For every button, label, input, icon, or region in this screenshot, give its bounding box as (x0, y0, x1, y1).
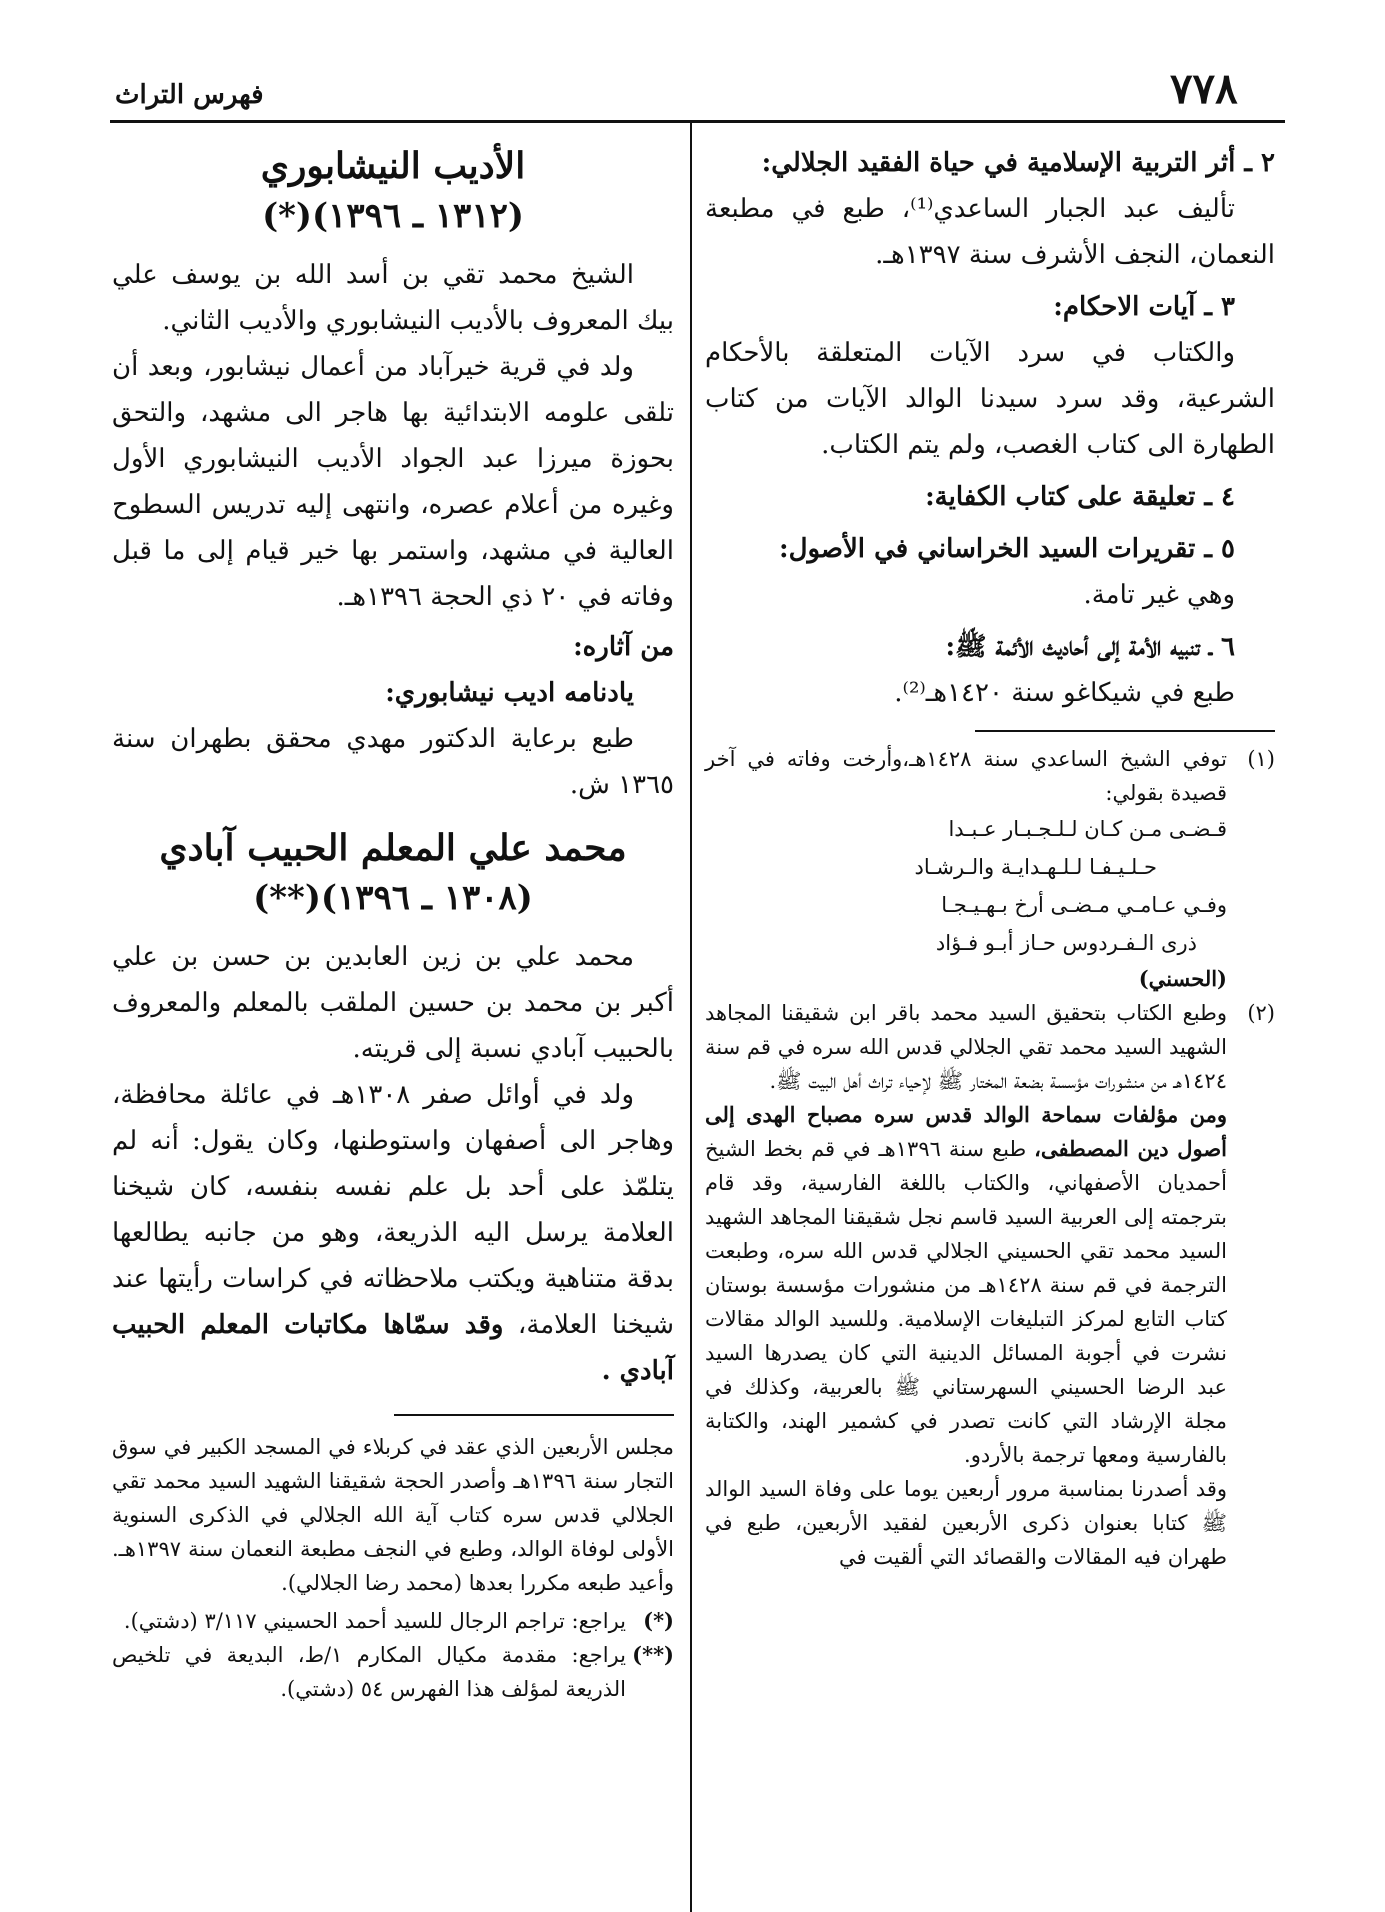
item4-title: ٤ ـ تعليقة على كتاب الكفاية: (925, 482, 1235, 512)
footnote-2-body: طبع سنة ١٣٩٦هـ في قم بخط الشيخ أحمديان الأصفهاني، والكتاب باللغة الفارسية، وقد قام بترجمته إلى العربية السيد قاسم نجل شقيقنا المجاهد الشهيد السيد محمد تقي الحسيني الجلالي قدس الله سره، وطبعت الترجمة في قم سنة ١٤٢٨هـ من منشورات مؤسسة بوستان كتاب التابع لمركز التبليغات الإسلامية. وللسيد الوالد مقالات نشرت في أجوبة المسائل الدينية التي كان يصدرها السيد عبد الرضا الحسيني السهرستاني ﷺ بالعربية، وكذلك في مجلة الإرشاد التي كانت تصدر في كشمير الهند، والكتابة بالفارسية ومعها ترجمة بالأردو. (705, 1137, 1227, 1467)
right-column (705, 140, 1275, 1574)
poem-line: وفـي عـامـي مـضـى أرخ بـهـيـجـا (941, 893, 1227, 917)
footnote-rule (975, 730, 1275, 732)
poem-signature: (الحسني) (1138, 966, 1227, 991)
header-rule (110, 120, 1285, 123)
footnote-2-text: وطبع الكتاب بتحقيق السيد محمد باقر ابن شقيقنا المجاهد الشهيد السيد محمد تقي الجلالي قدس الله سره في قم سنة ١٤٢٤هـ من منشورات مؤسسة بضعة المختار ﷺ لإحياء تراث أهل البيت ﷺ. (705, 1001, 1227, 1093)
entry2-paragraph (112, 1072, 674, 1394)
entry1-work-title: يادنامه اديب نيشابوري: (385, 678, 634, 708)
running-title: فهرس التراث (115, 80, 264, 110)
entry1-title: الأديب النيشابوري (260, 145, 526, 187)
entry1-paragraph: ولد في قرية خيرآباد من أعمال نيشابور، وبعد أن تلقى علومه الابتدائية بها هاجر الى مشهد، والتحق بحوزة ميرزا عبد الجواد الأديب النيشابوري الأول وغيره من أعلام عصره، وانتهى إليه تدريس السطوح العالية في مشهد، واستمر بها خير قيام إلى ما قبل وفاته في ٢٠ ذي الحجة ١٣٩٦هـ. (112, 352, 674, 612)
footnote-2-text-continued (705, 1098, 1227, 1472)
footnote-1-text: توفي الشيخ الساعدي سنة ١٤٢٨هـ،وأرخت وفاته في آخر قصيدة بقولي: (705, 747, 1227, 805)
poem-line: ذرى الـفـردوس حـاز أبـو فـؤاد (935, 931, 1197, 955)
footnote-2-mark: (٢) (1247, 1001, 1275, 1025)
footnote-rule-left (394, 1414, 674, 1416)
item2-title: ٢ ـ أثر التربية الإسلامية في حياة الفقيد الجلالي: (761, 148, 1275, 178)
item6-title: ٦ ـ تنبيه الأمة إلى أحاديث الأئمة ﷺ: (945, 632, 1235, 662)
entry1-work-text: طبع برعاية الدكتور مهدي محقق بطهران سنة ١٣٦٥ ش. (112, 724, 674, 800)
column-divider (690, 122, 692, 1912)
entry1-works-heading: من آثاره: (573, 632, 674, 662)
item5-title: ٥ ـ تقريرات السيد الخراساني في الأصول: (778, 534, 1235, 564)
item5-text: وهي غير تامة. (1083, 580, 1235, 610)
entry1-dates: (١٣١٢ ـ ١٣٩٦)(*) (262, 196, 524, 236)
entry1-paragraph: الشيخ محمد تقي بن أسد الله بن يوسف علي بيك المعروف بالأديب النيشابوري والأديب الثاني. (112, 260, 674, 336)
entry2-dates: (١٣٠٨ ـ ١٣٩٦)(**) (253, 878, 533, 918)
footnote-star-mark: (*) (643, 1608, 674, 1633)
entry2-title: محمد علي المعلم الحبيب آبادي (159, 827, 627, 869)
footnote-double-star-text: يراجع: مقدمة مكيال المكارم ١/ط، البديعة في تلخيص الذريعة لمؤلف هذا الفهرس ٥٤ (دشتي). (112, 1643, 626, 1701)
left-column (112, 140, 674, 1706)
footnote-2-text-final: وقد أصدرنا بمناسبة مرور أربعين يوما على وفاة السيد الوالد ﷺ كتابا بعنوان ذكرى الأربعين لفقيد الأربعين، طبع في طهران فيه المقالات والقصائد التي ألقيت في (705, 1477, 1227, 1569)
page-number: ٧٧٨ (1170, 64, 1238, 113)
item3-title: ٣ ـ آيات الاحكام: (1053, 292, 1235, 322)
footnote-continuation: مجلس الأربعين الذي عقد في كربلاء في المسجد الكبير في سوق التجار سنة ١٣٩٦هـ وأصدر الحجة شقيقنا الشهيد السيد محمد تقي الجلالي قدس سره كتاب آية الله الجلالي في الذكرى السنوية الأولى لوفاة الوالد، وطبع في النجف مطبعة النعمان سنة ١٣٩٧هـ. وأعيد طبعه مكررا بعدها (محمد رضا الجلالي). (112, 1435, 675, 1595)
footnote-double-star-mark: (**) (632, 1642, 674, 1667)
footnote-star-text: يراجع: تراجم الرجال للسيد أحمد الحسيني ٣/١١٧ (دشتي). (123, 1609, 626, 1633)
item6-text: طبع في شيكاغو سنة ١٤٢٠هـ⁽²⁾. (894, 678, 1235, 708)
entry2-paragraph: محمد علي بن زين العابدين بن حسن بن علي أكبر بن محمد بن حسين الملقب بالمعلم والمعروف بالحبيب آبادي نسبة إلى قريته. (112, 942, 674, 1064)
item3-text: والكتاب في سرد الآيات المتعلقة بالأحكام الشرعية، وقد سرد سيدنا الوالد الآيات من كتاب الطهارة الى كتاب الغصب، ولم يتم الكتاب. (705, 338, 1275, 460)
footnote-double-star (112, 1638, 674, 1706)
item2-text: تأليف عبد الجبار الساعدي⁽¹⁾، طبع في مطبعة النعمان، النجف الأشرف سنة ١٣٩٧هـ. (705, 194, 1275, 270)
footnote-2 (705, 996, 1275, 1574)
footnote-2-bold: ومن مؤلفات سماحة الوالد قدس سره مصباح الهدى إلى أصول دين المصطفى، (705, 1102, 1227, 1161)
poem-line: حـلـيـفـا لـلـهـدايـة والـرشـاد (914, 855, 1157, 879)
poem-line: قـضـى مـن كـان لـلـجـبـار عـبـدا (948, 817, 1227, 841)
footnote-1-mark: (١) (1247, 747, 1275, 771)
footnote-1 (705, 742, 1275, 996)
entry2-paragraph-bold: وقد سمّاها مكاتبات المعلم الحبيب آبادي . (112, 1310, 674, 1386)
entry2-paragraph-text: ولد في أوائل صفر ١٣٠٨هـ في عائلة محافظة، وهاجر الى أصفهان واستوطنها، وكان يقول: أنه لم يتلمّذ على أحد بل علم نفسه بنفسه، كان شيخنا العلامة يرسل اليه الذريعة، وهو من جانبه يطالعها بدقة متناهية ويكتب ملاحظاته في كراسات رأيتها عند شيخنا العلامة، (112, 1080, 675, 1340)
footnote-star (112, 1604, 674, 1638)
